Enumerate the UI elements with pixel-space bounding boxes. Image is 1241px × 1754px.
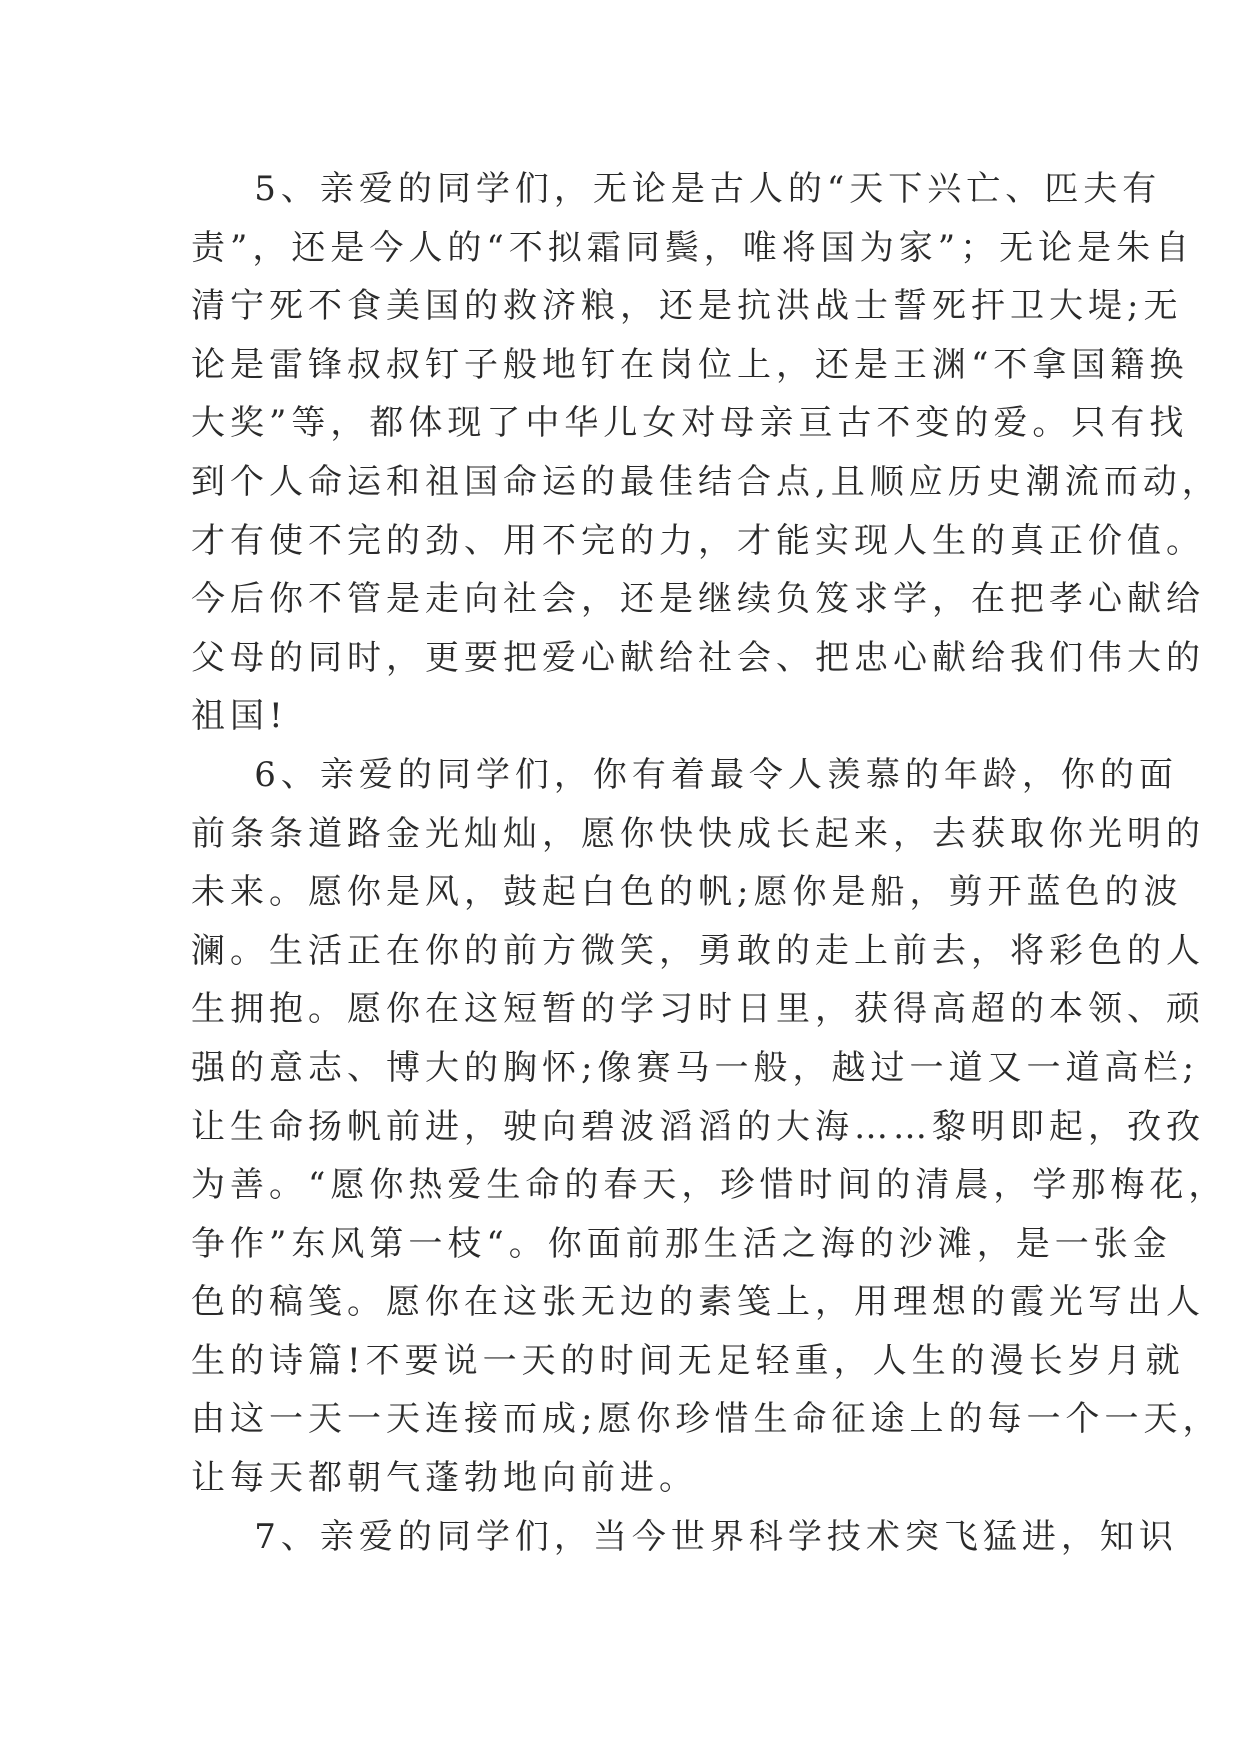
text-line: 让生命扬帆前进，驶向碧波滔滔的大海……黎明即起，孜孜 (191, 1106, 1205, 1147)
text-line: 生的诗篇!不要说一天的时间无足轻重，人生的漫长岁月就 (191, 1340, 1185, 1381)
text-line: 今后你不管是走向社会，还是继续负笈求学，在把孝心献给 (191, 579, 1205, 620)
text-line: 未来。愿你是风，鼓起白色的帆;愿你是船，剪开蓝色的波 (191, 872, 1183, 913)
paragraph-5 (191, 160, 1221, 746)
text-line: 5、亲爱的同学们，无论是古人的“天下兴亡、匹夫有 (191, 169, 1162, 209)
text-line: 为善。“愿你热爱生命的春天，珍惜时间的清晨，学那梅花， (191, 1165, 1228, 1206)
text-line: 父母的同时，更要把爱心献给社会、把忠心献给我们伟大的 (191, 637, 1205, 678)
text-line: 生拥抱。愿你在这短暂的学习时日里，获得高超的本领、顽 (191, 989, 1205, 1030)
text-line: 让每天都朝气蓬勃地向前进。 (191, 1458, 698, 1499)
paragraph-6 (191, 746, 1228, 1508)
text-line: 到个人命运和祖国命运的最佳结合点,且顺应历史潮流而动， (191, 461, 1221, 502)
text-line: 7、亲爱的同学们，当今世界科学技术突飞猛进，知识 (191, 1516, 1178, 1557)
text-line: 祖国! (191, 696, 288, 737)
text-line: 责”，还是今人的“不拟霜同鬓，唯将国为家”；无论是朱自 (191, 227, 1195, 268)
text-line: 强的意志、博大的胸怀;像赛马一般，越过一道又一道高栏; (191, 1047, 1199, 1088)
text-line: 由这一天一天连接而成;愿你珍惜生命征途上的每一个一天， (191, 1399, 1222, 1440)
text-line: 色的稿笺。愿你在这张无边的素笺上，用理想的霞光写出人 (191, 1282, 1205, 1323)
text-line: 澜。生活正在你的前方微笑，勇敢的走上前去，将彩色的人 (191, 930, 1205, 971)
paragraph-7 (191, 1508, 1178, 1567)
text-line: 大奖”等，都体现了中华儿女对母亲亘古不变的爱。只有找 (191, 403, 1189, 444)
text-line: 论是雷锋叔叔钉子般地钉在岗位上，还是王渊“不拿国籍换 (191, 344, 1189, 385)
text-line: 清宁死不食美国的救济粮，还是抗洪战士誓死扞卫大堤;无 (191, 286, 1183, 327)
text-line: 6、亲爱的同学们，你有着最令人羡慕的年龄，你的面 (191, 754, 1178, 795)
text-line: 争作”东风第一枝“。你面前那生活之海的沙滩，是一张金 (191, 1223, 1172, 1264)
text-line: 才有使不完的劲、用不完的力，才能实现人生的真正价值。 (191, 520, 1205, 561)
text-line: 前条条道路金光灿灿，愿你快快成长起来，去获取你光明的 (191, 813, 1205, 854)
document-body (191, 160, 1228, 1566)
